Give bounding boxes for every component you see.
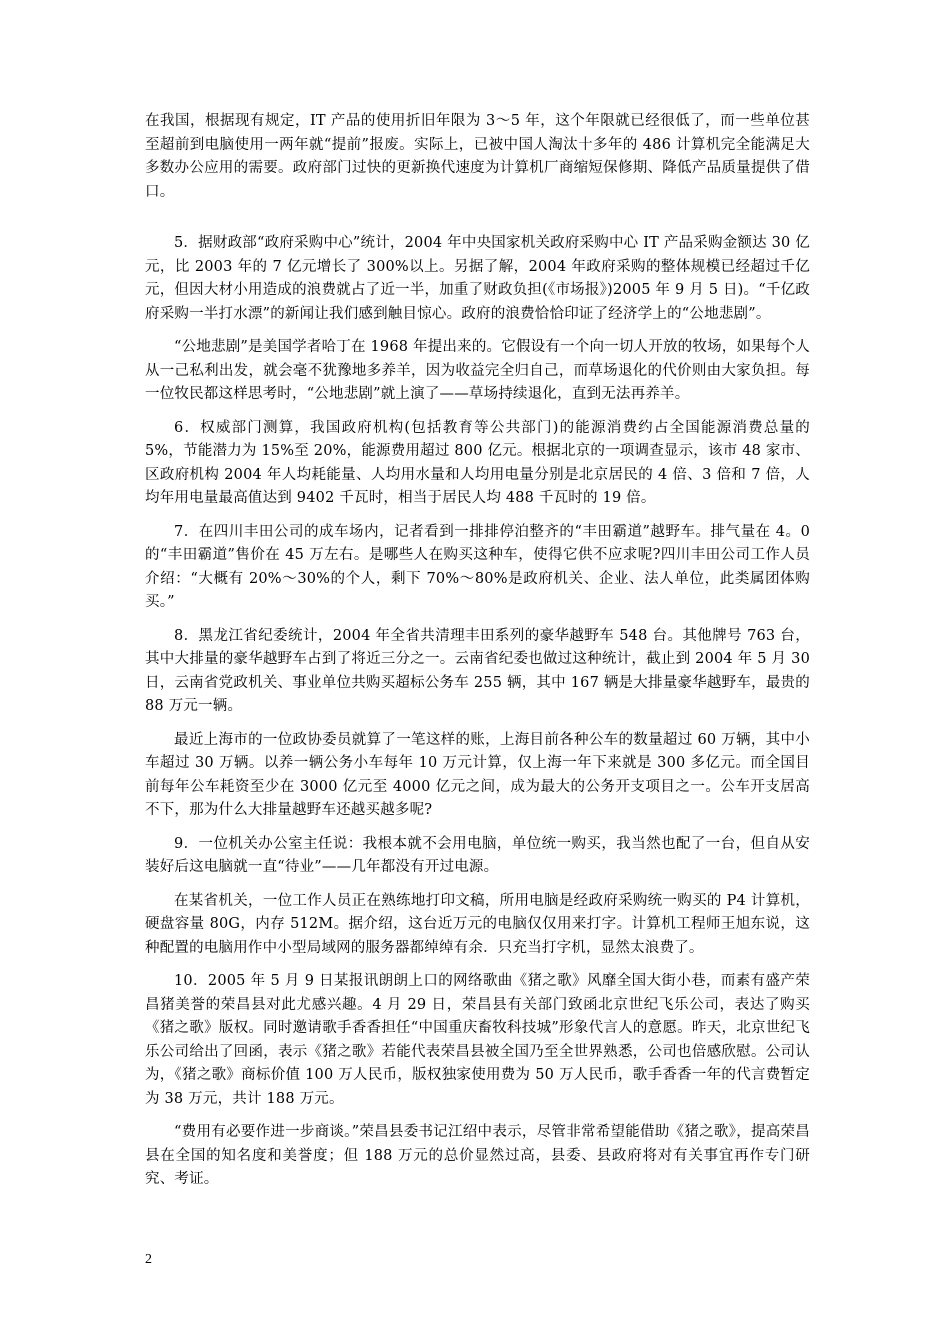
paragraph-item-10: 10．2005 年 5 月 9 日某报讯朗朗上口的网络歌曲《猪之歌》风靡全国大街小巷，而素有盛产荣昌猪美誉的荣昌县对此尤感兴趣。4 月 29 日，荣昌县有关部门致函北京世纪飞乐公司，表达了购买《猪之歌》版权。同时邀请歌手香香担任“中国重庆畜牧科技城”形象代言人的意愿。昨天，北京世纪飞乐公司给出了回函，表示《猪之歌》若能代表荣昌县被全国乃至全世界熟悉，公司也倍感欣慰。公司认为，《猪之歌》商标价值 100 万人民币，版权独家使用费为 50 万人民币，歌手香香一年的代言费暂定为 38 万元，共计 188 万元。 [145, 973, 810, 1107]
paragraph-it-depreciation: 在我国，根据现有规定，IT 产品的使用折旧年限为 3～5 年，这个年限就已经很低了，而一些单位甚至超前到电脑使用一两年就“提前”报废。实际上，已被中国人淘汰十多年的 486 计算机完全能满足大多数办公应用的需要。政府部门过快的更新换代速度为计算机厂商缩短保修期、降低产品质量提供了借口。 [145, 113, 810, 200]
paragraph-item-6: 6．权威部门测算，我国政府机构(包括教育等公共部门)的能源消费约占全国能源消费总量的 5%，节能潜力为 15%至 20%，能源费用超过 800 亿元。根据北京的一项调查显示，该市 48 家市、区政府机构 2004 年人均耗能量、人均用水量和人均用电量分别是北京居民的 4 倍、3 倍和 7 倍，人均年用电量最高值达到 9402 千瓦时，相当于居民人均 488 千瓦时的 19 倍。 [145, 419, 810, 506]
paragraph-item-8: 8．黑龙江省纪委统计，2004 年全省共清理丰田系列的豪华越野车 548 台。其他牌号 763 台，其中大排量的豪华越野车占到了将近三分之一。云南省纪委也做过这种统计，截止到 2004 年 5 月 30 日，云南省党政机关、事业单位共购买超标公务车 255 辆，其中 167 辆是大排量豪华越野车，最贵的 88 万元一辆。 [145, 627, 810, 714]
paragraph-rongchang-response: “费用有必要作进一步商谈。”荣昌县委书记江绍中表示，尽管非常希望能借助《猪之歌》，提高荣昌县在全国的知名度和美誉度；但 188 万元的总价显然过高，县委、县政府将对有关事宜再作专门研究、考证。 [145, 1124, 810, 1187]
paragraph-provincial-computer: 在某省机关，一位工作人员正在熟练地打印文稿，所用电脑是经政府采购统一购买的 P4 计算机，硬盘容量 80G，内存 512M。据介绍，这台近万元的电脑仅仅用来打字。计算机工程师王旭东说，这种配置的电脑用作中小型局域网的服务器都绰绰有余．只充当打字机，显然太浪费了。 [145, 892, 810, 956]
paragraph-item-5: 5．据财政部“政府采购中心”统计，2004 年中央国家机关政府采购中心 IT 产品采购金额达 30 亿元，比 2003 年的 7 亿元增长了 300%以上。另据了解，2004 年政府采购的整体规模已经超过千亿元，但因大材小用造成的浪费就占了近一半，加重了财政负担(《市场报》)2005 年 9 月 5 日)。“千亿政府采购一半打水漂”的新闻让我们感到触目惊心。政府的浪费恰恰印证了经济学上的“公地悲剧”。 [145, 235, 810, 322]
paragraph-item-7: 7．在四川丰田公司的成车场内，记者看到一排排停泊整齐的“丰田霸道”越野车。排气量在 4。0 的“丰田霸道”售价在 45 万左右。是哪些人在购买这种车，使得它供不应求呢?四川丰田公司工作人员介绍：“大概有 20%～30%的个人，剩下 70%～80%是政府机关、企业、法人单位，此类属团体购买。” [145, 523, 810, 610]
document-body [145, 110, 810, 1202]
paragraph-shanghai-cars: 最近上海市的一位政协委员就算了一笔这样的账，上海目前各种公车的数量超过 60 万辆，其中小车超过 30 万辆。以养一辆公务小车每年 10 万元计算，仅上海一年下来就是 300 多亿元。而全国目前每年公车耗资至少在 3000 亿元至 4000 亿元之间，成为最大的公务开支项目之一。公车开支居高不下，那为什么大排量越野车还越买越多呢? [145, 731, 810, 818]
paragraph-item-9: 9．一位机关办公室主任说：我根本就不会用电脑，单位统一购买，我当然也配了一台，但自从安装好后这电脑就一直“待业”——几年都没有开过电源。 [145, 835, 810, 875]
page-number: 2 [145, 1252, 152, 1267]
paragraph-tragedy-of-commons: “公地悲剧”是美国学者哈丁在 1968 年提出来的。它假设有一个向一切人开放的牧场，如果每个人从一己私利出发，就会毫不犹豫地多养羊，因为收益完全归自己，而草场退化的代价则由大家负担。每一位牧民都这样思考时，“公地悲剧”就上演了——草场持续退化，直到无法再养羊。 [145, 339, 810, 402]
